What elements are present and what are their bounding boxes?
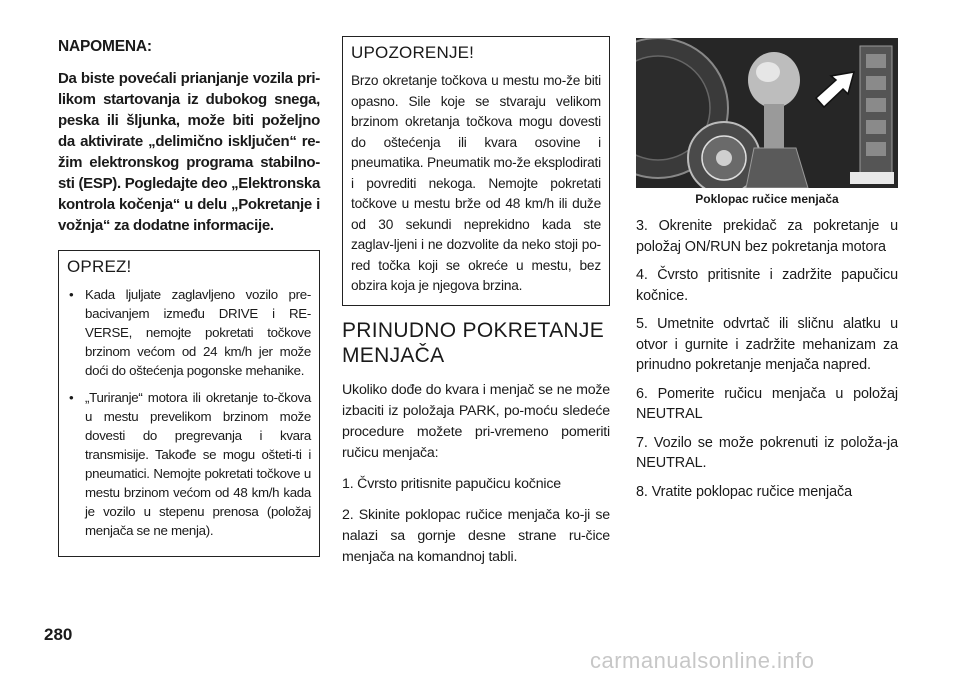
section-title	[342, 318, 610, 368]
shifter-cover-photo	[636, 38, 898, 188]
warning-title: UPOZORENJE!	[351, 43, 475, 62]
caution-box	[58, 250, 320, 557]
step-item: 4. Čvrsto pritisnite i zadržite papučicu kočnice.	[636, 267, 898, 304]
shifter-photo-drawing	[636, 38, 898, 188]
right-column	[636, 32, 898, 510]
left-column	[58, 32, 320, 557]
bullet-icon: •	[69, 287, 74, 302]
bullet-icon: •	[69, 390, 74, 405]
note-title: NAPOMENA:	[58, 38, 152, 55]
note-body: Da biste povećali prianjanje vozila pri-likom startovanja iz dubokog snega, peska ili šljunka, može biti poželjno da aktivirate „delimično isključen“ re-žim elektronskog programa stabilno-sti (ESP). Pogledajte deo „Elektronska kontrola kočenja“ u delu „Pokretanje i vožnja“ za dodatne informacije.	[58, 70, 321, 234]
warning-body: Brzo okretanje točkova u mestu mo-že biti opasno. Sile koje se stvaraju velikom brzinom okretanja točkova mogu dovesti do oštećenja ili kvara osovine i pneumatika. Pneumatik mo-že eksplodirati i povrediti nekoga. Nemojte pokretati točkove u mestu brže od 48 km/h ili duže od 30 sekundi neprekidno kada ste zaglav-ljeni i ne dozvolite da neko stoji po-red točka koji se okreće u mestu, bez obzira koja je njegova brzina.	[351, 73, 601, 293]
step-item: 5. Umetnite odvrtač ili sličnu alatku u otvor i gurnite i zadržite mehanizam za prinudno pokretanje menjača napred.	[636, 316, 898, 373]
caution-item	[67, 285, 311, 380]
caution-title: OPREZ!	[67, 257, 132, 276]
figure-caption: Poklopac ručice menjača	[695, 192, 839, 206]
step-item: 7. Vozilo se može pokrenuti iz položa-ja NEUTRAL.	[636, 434, 898, 471]
middle-column	[342, 32, 610, 578]
section-title-line: PRINUDNO POKRETANJE	[342, 318, 605, 342]
caution-item	[67, 388, 311, 540]
warning-box	[342, 36, 610, 306]
page-number: 280	[44, 625, 73, 644]
step-item: 8. Vratite poklopac ručice menjača	[636, 483, 853, 500]
section-step: 2. Skinite poklopac ručice menjača ko-ji se nalazi sa gornje desne strane ru-čice menjača na komandnoj tabli.	[342, 506, 610, 565]
section-step: 1. Čvrsto pritisnite papučicu kočnice	[342, 475, 561, 492]
caution-item-text: Kada ljuljate zaglavljeno vozilo pre-bacivanjem između DRIVE i RE-VERSE, nemojte pokretati točkove brzinom većom od 24 km/h jer može doći do oštećenja pogonske mehanike.	[85, 287, 311, 378]
section-title-line: MENJAČA	[342, 343, 445, 367]
caution-item-text: „Turiranje“ motora ili okretanje to-čkova u mestu prevelikom brzinom može dovesti do pregrevanja i kvara transmisije. Takođe se mogu ošteti-ti i pneumatici. Nemojte pokretati točkove u mestu brzinom većom od 48 km/h kada je vozilo u stepenu prenosa (položaj menjača se ne menja).	[85, 390, 311, 538]
step-item: 3. Okrenite prekidač za pokretanje u položaj ON/RUN bez pokretanja motora	[636, 218, 898, 255]
watermark: carmanualsonline.info	[590, 648, 815, 673]
section-intro: Ukoliko dođe do kvara i menjač se ne može izbaciti iz položaja PARK, po-moću sledeće procedure možete pri-vremeno pomeriti ručicu menjača:	[342, 381, 610, 461]
step-item: 6. Pomerite ručicu menjača u položaj NEUTRAL	[636, 385, 898, 422]
